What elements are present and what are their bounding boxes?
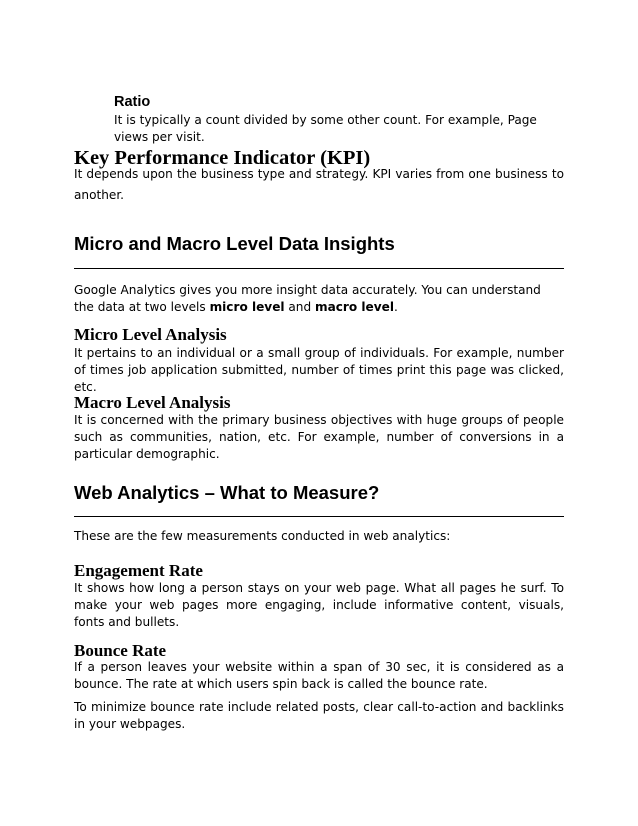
micro-macro-heading: Micro and Macro Level Data Insights	[74, 233, 395, 254]
web-analytics-intro: These are the few measurements conducted in web analytics:	[74, 529, 451, 543]
kpi-heading: Key Performance Indicator (KPI)	[74, 147, 371, 169]
bounce-rate-heading: Bounce Rate	[74, 641, 167, 660]
micro-level-heading: Micro Level Analysis	[74, 325, 227, 344]
bounce-rate-text-2: To minimize bounce rate include related posts, clear call-to-action and backlinks in your webpages.	[74, 700, 564, 731]
micro-level-text: It pertains to an individual or a small group of individuals. For example, number of times job application submitted, number of times print this page was clicked, etc.	[74, 346, 564, 394]
ratio-heading: Ratio	[114, 94, 151, 110]
micro-level-bold: micro level	[209, 300, 285, 314]
macro-level-bold: macro level	[315, 300, 394, 314]
section-divider	[74, 516, 564, 517]
micro-macro-intro: Google Analytics gives you more insight data accurately. You can understand the data at two levels micro level and macro level.	[74, 283, 541, 314]
macro-level-heading: Macro Level Analysis	[74, 393, 231, 412]
ratio-text: It is typically a count divided by some other count. For example, Page views per visit.	[114, 113, 537, 144]
engagement-rate-text: It shows how long a person stays on your web page. What all pages he surf. To make your web pages more engaging, include informative content, visuals, fonts and bullets.	[74, 581, 564, 629]
kpi-text-line2: another.	[74, 188, 125, 202]
engagement-rate-heading: Engagement Rate	[74, 561, 203, 580]
macro-level-text: It is concerned with the primary business objectives with huge groups of people such as communities, nation, etc. For example, number of conversions in a particular demographic.	[74, 413, 564, 461]
bounce-rate-text-1: If a person leaves your website within a span of 30 sec, it is considered as a bounce. The rate at which users spin back is called the bounce rate.	[74, 660, 564, 691]
section-divider	[74, 268, 564, 269]
web-analytics-heading: Web Analytics – What to Measure?	[74, 482, 380, 503]
kpi-text-line1: It depends upon the business type and strategy. KPI varies from one business to	[74, 167, 564, 181]
